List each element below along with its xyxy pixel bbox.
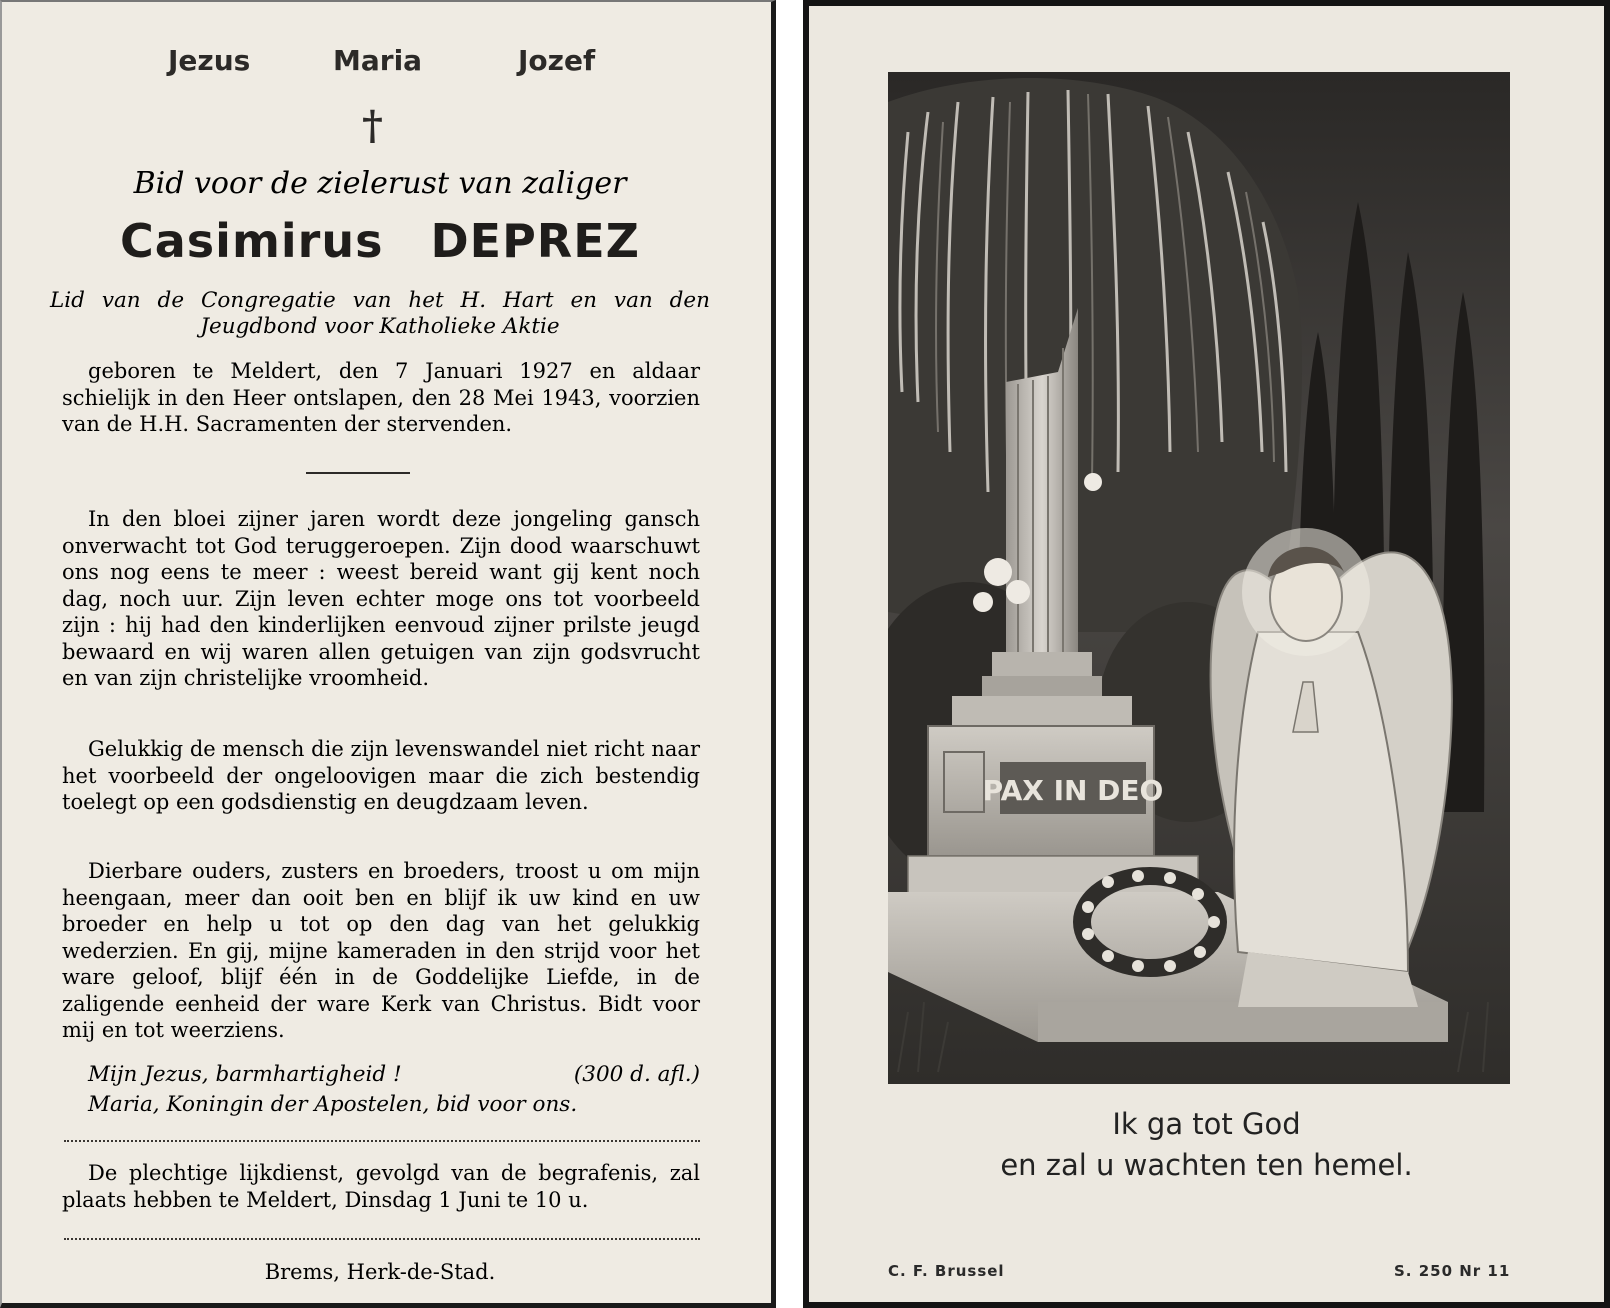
ejaculation-1 [88,1062,700,1087]
birth-death-text: geboren te Meldert, den 7 Januari 1927 en aldaar schielijk in den Heer ontslapen, den 28 Mei 1943, voorzien van de H.H. Sacramenten der stervenden. [62,359,700,436]
indulgence-note: (300 d. afl.) [573,1062,700,1087]
series-number: S. 250 Nr 11 [1394,1262,1511,1280]
deceased-name: Casimirus DEPREZ [120,214,640,268]
publisher-name: C. F. Brussel [888,1262,1005,1280]
paragraph-3: Dierbare ouders, zusters en broeders, troost u om mijn heengaan, meer dan ooit ben en blijf ik uw kind en uw broeder en help u tot op den dag van het gelukkig wederzien. En gij, mijne kameraden in den strijd voor het ware geloof, blijf één in de Goddelijke Liefde, in de zaligende eenheid der ware Kerk van Christus. Bidt voor mij en tot weerziens. [62,859,700,1042]
monument-inscription: PAX IN DEO [982,774,1164,807]
cross-icon: † [362,102,383,149]
prayer-line: Bid voor de zielerust van zaliger [133,166,627,201]
header-maria: Maria [333,44,423,77]
ejaculation-1-text: Mijn Jezus, barmhartigheid ! [88,1062,402,1087]
header-jezus: Jezus [168,44,251,77]
funeral-notice: De plechtige lijkdienst, gevolgd van de begrafenis, zal plaats hebben te Meldert, Dinsdag 1 Juni te 10 u. [62,1161,700,1212]
pedestal [908,696,1198,896]
divider [306,472,410,474]
angel-at-grave-picture [888,72,1510,1084]
caption-line-1: Ik ga tot God [1112,1107,1301,1141]
dotted-divider [64,1140,700,1142]
membership-text: Lid van de Congregatie van het H. Hart en van den Jeugdbond voor Katholieke Aktie [50,288,710,339]
caption [803,1104,1610,1186]
paragraph-1: In den bloei zijner jaren wordt deze jongeling gansch onverwacht tot God teruggeroepen. Zijn dood waarschuwt ons nog eens te meer : weest bereid want gij kent noch dag, noch uur. Zijn leven echter moge ons tot voorbeeld zijn : hij had den kinderlijken eenvoud zijner prilste jeugd bewaard en wij waren allen getuigen van zijn godsvrucht en van zijn christelijke vroomheid. [62,507,700,690]
dotted-divider [64,1238,700,1240]
printer-name: Brems, Herk-de-Stad. [264,1260,496,1284]
header-jozef: Jozef [518,44,596,77]
caption-line-2: en zal u wachten ten hemel. [1000,1148,1413,1182]
paragraph-2: Gelukkig de mensch die zijn levenswandel niet richt naar het voorbeeld der ongeloovigen maar die zich bestendig toelegt op een godsdienstig en deugdzaam leven. [62,737,700,814]
ejaculation-2: Maria, Koningin der Apostelen, bid voor ons. [88,1092,578,1117]
